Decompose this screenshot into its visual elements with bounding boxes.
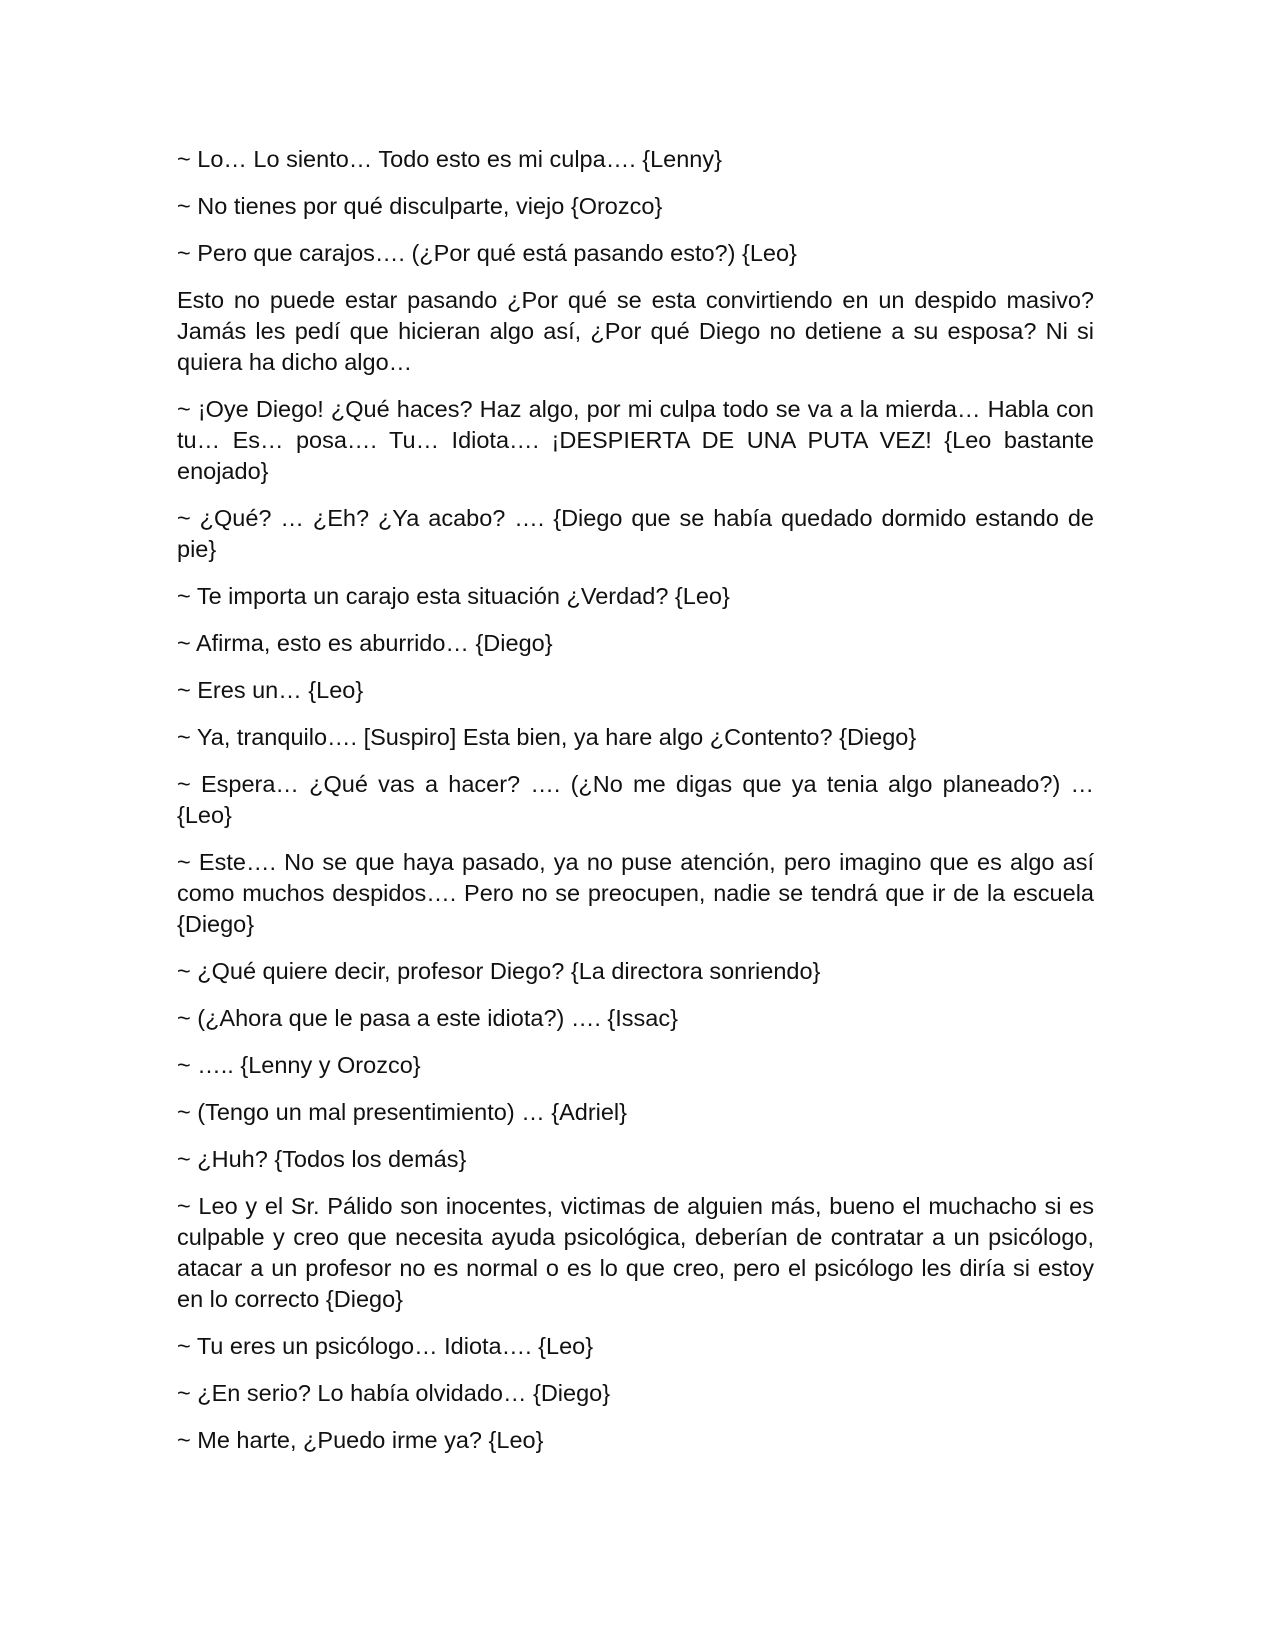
dialogue-line-diego-olvidado: ~ ¿En serio? Lo había olvidado… {Diego} [177,1380,611,1406]
dialogue-line-adriel: ~ (Tengo un mal presentimiento) … {Adriel} [177,1099,627,1125]
dialogue-line-leo-eres: ~ Eres un… {Leo} [177,677,364,703]
dialogue-line-leo-angry: ~ ¡Oye Diego! ¿Qué haces? Haz algo, por mi culpa todo se va a la mierda… Habla con tu… Es… posa…. Tu… Idiota…. ¡DESPIERTA DE UNA PUTA VEZ! {Leo bastante enojado} [177,396,1094,484]
dialogue-line-diego-boring: ~ Afirma, esto es aburrido… {Diego} [177,630,553,656]
narration-paragraph: Esto no puede estar pasando ¿Por qué se esta convirtiendo en un despido masivo? Jamás les pedí que hicieran algo así, ¿Por qué Diego no detiene a su esposa? Ni si quiera ha dicho algo… [177,287,1094,375]
dialogue-line-diego-calm: ~ Ya, tranquilo…. [Suspiro] Esta bien, ya hare algo ¿Contento? {Diego} [177,724,917,750]
dialogue-line-orozco: ~ No tienes por qué disculparte, viejo {Orozco} [177,193,663,219]
dialogue-line-diego-plan: ~ Este…. No se que haya pasado, ya no puse atención, pero imagino que es algo así como muchos despidos…. Pero no se preocupen, nadie se tendrá que ir de la escuela {Diego} [177,849,1094,937]
dialogue-line-lenny-orozco: ~ ….. {Lenny y Orozco} [177,1052,421,1078]
dialogue-line-leo-situation: ~ Te importa un carajo esta situación ¿Verdad? {Leo} [177,583,730,609]
dialogue-line-leo-wait: ~ Espera… ¿Qué vas a hacer? …. (¿No me digas que ya tenia algo planeado?) … {Leo} [177,771,1094,828]
dialogue-line-diego-wakes: ~ ¿Qué? … ¿Eh? ¿Ya acabo? …. {Diego que se había quedado dormido estando de pie} [177,505,1094,562]
dialogue-line-todos: ~ ¿Huh? {Todos los demás} [177,1146,467,1172]
dialogue-line-issac: ~ (¿Ahora que le pasa a este idiota?) …. {Issac} [177,1005,678,1031]
dialogue-line-leo-irme: ~ Me harte, ¿Puedo irme ya? {Leo} [177,1427,544,1453]
dialogue-line-leo-psicologo: ~ Tu eres un psicólogo… Idiota…. {Leo} [177,1333,594,1359]
dialogue-line-directora: ~ ¿Qué quiere decir, profesor Diego? {La directora sonriendo} [177,958,821,984]
document-body [177,144,1094,1456]
dialogue-line-lenny-sorry: ~ Lo… Lo siento… Todo esto es mi culpa…. {Lenny} [177,146,722,172]
dialogue-line-diego-verdict: ~ Leo y el Sr. Pálido son inocentes, victimas de alguien más, bueno el muchacho si es culpable y creo que necesita ayuda psicológica, deberían de contratar a un psicólogo, atacar a un profesor no es normal o es lo que creo, pero el psicólogo les diría si estoy en lo correcto {Diego} [177,1193,1094,1312]
dialogue-line-leo-question: ~ Pero que carajos…. (¿Por qué está pasando esto?) {Leo} [177,240,797,266]
